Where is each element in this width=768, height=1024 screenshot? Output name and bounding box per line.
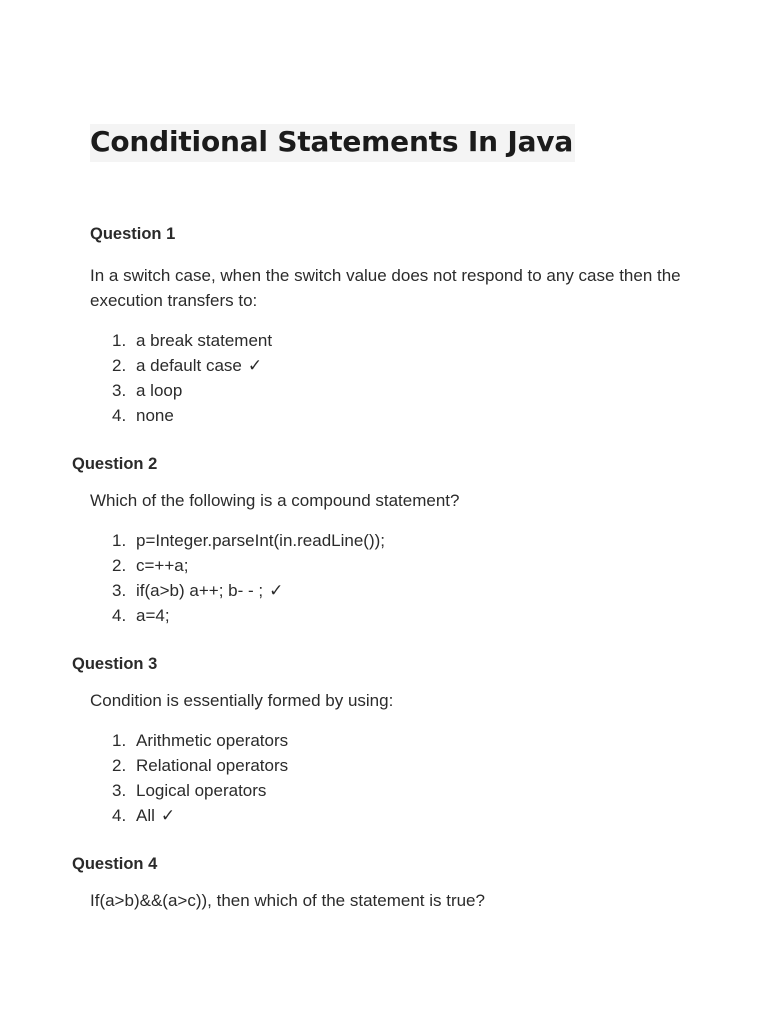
option-item [112, 778, 288, 803]
option-number: 1. [112, 331, 127, 350]
option-number: 3. [112, 381, 127, 400]
option-item [112, 578, 385, 603]
question-heading: Question 4 [72, 855, 158, 873]
option-item [112, 403, 272, 428]
option-number: 4. [112, 806, 127, 825]
option-number: 4. [112, 606, 127, 625]
option-item [112, 528, 385, 553]
option-number: 2. [112, 556, 127, 575]
question-text: Which of the following is a compound statement? [90, 491, 460, 510]
option-number: 3. [112, 581, 127, 600]
option-item [112, 553, 385, 578]
option-number: 2. [112, 756, 127, 775]
option-text: a=4; [136, 606, 170, 625]
question-heading: Question 2 [72, 455, 158, 473]
options-list [112, 328, 272, 428]
question-heading: Question 1 [90, 225, 176, 243]
checkmark-icon: ✓ [160, 806, 176, 825]
option-text: none [136, 406, 174, 425]
option-number: 4. [112, 406, 127, 425]
option-text: a default case [136, 356, 242, 375]
options-list [112, 728, 288, 828]
option-number: 3. [112, 781, 127, 800]
option-number: 1. [112, 531, 127, 550]
option-text: Relational operators [136, 756, 289, 775]
option-item [112, 803, 288, 828]
question-text: Condition is essentially formed by using: [90, 691, 394, 710]
option-text: if(a>b) a++; b- - ; [136, 581, 264, 600]
option-number: 1. [112, 731, 127, 750]
checkmark-icon: ✓ [247, 356, 263, 375]
option-item [112, 378, 272, 403]
option-text: Logical operators [136, 781, 267, 800]
page-title: Conditional Statements In Java [90, 124, 575, 162]
option-item [112, 328, 272, 353]
option-item [112, 728, 288, 753]
checkmark-icon: ✓ [269, 581, 284, 600]
option-item [112, 603, 385, 628]
question-text: If(a>b)&&(a>c)), then which of the statement is true? [90, 891, 485, 910]
option-item [112, 353, 272, 378]
option-text: Arithmetic operators [136, 731, 289, 750]
option-text: p=Integer.parseInt(in.readLine()); [136, 531, 386, 550]
question-heading: Question 3 [72, 655, 158, 673]
option-text: a loop [136, 381, 183, 400]
option-number: 2. [112, 356, 127, 375]
option-text: a break statement [136, 331, 273, 350]
option-item [112, 753, 288, 778]
question-text: In a switch case, when the switch value does not respond to any case then the execution transfers to: [90, 266, 681, 310]
options-list [112, 528, 385, 628]
option-text: c=++a; [136, 556, 189, 575]
option-text: All [136, 806, 155, 825]
